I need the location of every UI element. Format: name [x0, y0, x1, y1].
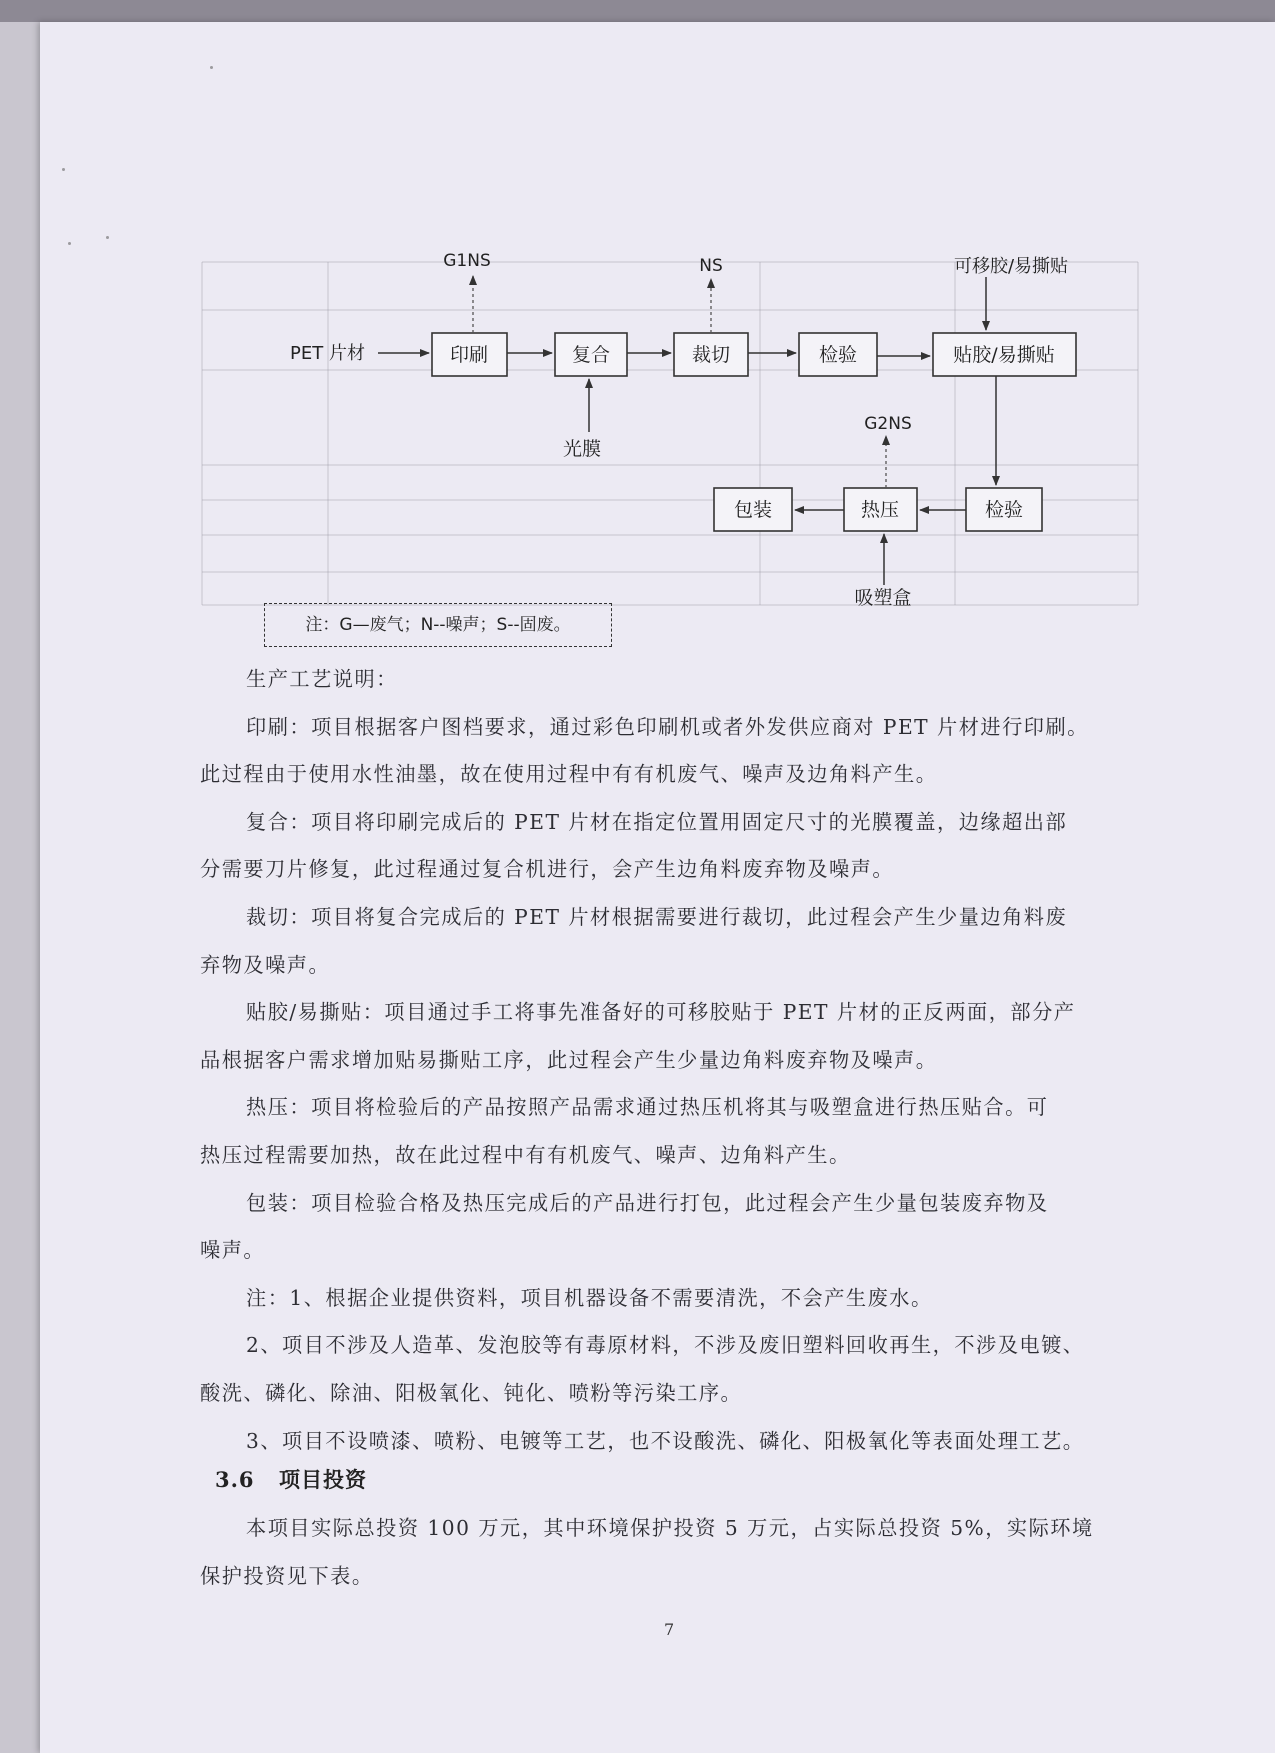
paragraph-package-line2: 噪声。 — [200, 1238, 266, 1263]
intro-text: 生产工艺说明： — [246, 667, 398, 691]
step-inspect-2-box — [966, 488, 1042, 531]
step-inspect-1-label: 检验 — [818, 344, 858, 366]
step-cut-label: 裁切 — [691, 344, 731, 366]
paragraph-laminate-text1: 复合：项目将印刷完成后的 PET 片材在指定位置用固定尺寸的光膜覆盖，边缘超出部 — [246, 809, 1068, 834]
paragraph-hotpress-text1: 热压：项目将检验后的产品按照产品需求通过热压机将其与吸塑盒进行热压贴合。可 — [246, 1095, 1049, 1120]
section-title: 项目投资 — [279, 1467, 367, 1492]
paragraph-cut-text1: 裁切：项目将复合完成后的 PET 片材根据需要进行裁切，此过程会产生少量边角料废 — [246, 904, 1068, 929]
step-laminate-label: 复合 — [571, 344, 611, 366]
diagram-legend: 注：G—废气；N--噪声；S--固废。 — [264, 603, 612, 647]
step-package-box — [714, 488, 792, 531]
paragraph-adhesive-line2: 品根据客户需求增加贴易撕贴工序，此过程会产生少量边角料废弃物及噪声。 — [200, 1047, 938, 1072]
investment-paragraph — [200, 1505, 1152, 1600]
step-print-box — [432, 333, 507, 376]
step-hotpress-label: 热压 — [860, 499, 900, 521]
paragraph-adhesive-text1: 贴胶/易撕贴：项目通过手工将事先准备好的可移胶贴于 PET 片材的正反两面，部分产 — [246, 1000, 1076, 1025]
emission-cut-label: NS — [699, 256, 723, 276]
intro-line — [200, 656, 1152, 704]
section-heading — [215, 1464, 367, 1494]
investment-line1 — [200, 1505, 1152, 1553]
process-description — [200, 656, 1152, 1465]
input-film-label: 光膜 — [562, 438, 602, 460]
step-package-label: 包装 — [733, 499, 773, 521]
paragraph-print-line1 — [200, 704, 1152, 752]
note-2-line1 — [200, 1322, 1152, 1370]
step-print-label: 印刷 — [449, 344, 489, 366]
section-number: 3.6 — [215, 1467, 255, 1492]
paragraph-laminate-line2: 分需要刀片修复，此过程通过复合机进行，会产生边角料废弃物及噪声。 — [200, 857, 895, 882]
investment-line2: 保护投资见下表。 — [200, 1563, 374, 1588]
paragraph-print-text1: 印刷：项目根据客户图档要求，通过彩色印刷机或者外发供应商对 PET 片材进行印刷。 — [246, 714, 1089, 739]
input-adhesive-label: 可移胶/易撕贴 — [953, 256, 1069, 277]
step-adhesive-box — [933, 333, 1076, 376]
step-cut-box — [674, 333, 748, 376]
input-blister-label: 吸塑盒 — [854, 587, 912, 609]
note-1 — [200, 1275, 1152, 1323]
paragraph-package-text1: 包装：项目检验合格及热压完成后的产品进行打包，此过程会产生少量包装废弃物及 — [246, 1190, 1049, 1215]
page-number: 7 — [664, 1620, 675, 1639]
process-flow-diagram — [0, 0, 1275, 680]
note-1-text: 注：1、根据企业提供资料，项目机器设备不需要清洗，不会产生废水。 — [246, 1285, 933, 1310]
step-inspect-1-box — [799, 333, 877, 376]
step-laminate-box — [555, 333, 627, 376]
emission-print-label: G1NS — [443, 251, 491, 271]
note-2-line2: 酸洗、磷化、除油、阳极氧化、钝化、喷粉等污染工序。 — [200, 1380, 743, 1405]
paragraph-adhesive-line1 — [200, 989, 1152, 1037]
paragraph-cut-line2: 弃物及噪声。 — [200, 952, 331, 977]
step-inspect-2-label: 检验 — [984, 499, 1024, 521]
paragraph-package-line1 — [200, 1180, 1152, 1228]
paragraph-cut-line1 — [200, 894, 1152, 942]
input-pet-label: PET 片材 — [290, 343, 365, 364]
note-3-text: 3、项目不设喷漆、喷粉、电镀等工艺，也不设酸洗、磷化、阳极氧化等表面处理工艺。 — [246, 1428, 1085, 1453]
paragraph-print-line2: 此过程由于使用水性油墨，故在使用过程中有有机废气、噪声及边角料产生。 — [200, 762, 938, 787]
paragraph-hotpress-line1 — [200, 1084, 1152, 1132]
paragraph-hotpress-line2: 热压过程需要加热，故在此过程中有有机废气、噪声、边角料产生。 — [200, 1142, 851, 1167]
bleed-through-table — [202, 262, 1138, 605]
step-hotpress-box — [844, 488, 917, 531]
investment-text1: 本项目实际总投资 100 万元，其中环境保护投资 5 万元，占实际总投资 5%，实际环境 — [246, 1516, 1094, 1540]
note-3 — [200, 1418, 1152, 1466]
emission-hotpress-label: G2NS — [864, 414, 912, 434]
note-2-text1: 2、项目不涉及人造革、发泡胶等有毒原材料，不涉及废旧塑料回收再生，不涉及电镀、 — [246, 1333, 1085, 1358]
step-adhesive-label: 贴胶/易撕贴 — [953, 344, 1055, 366]
paragraph-laminate-line1 — [200, 799, 1152, 847]
